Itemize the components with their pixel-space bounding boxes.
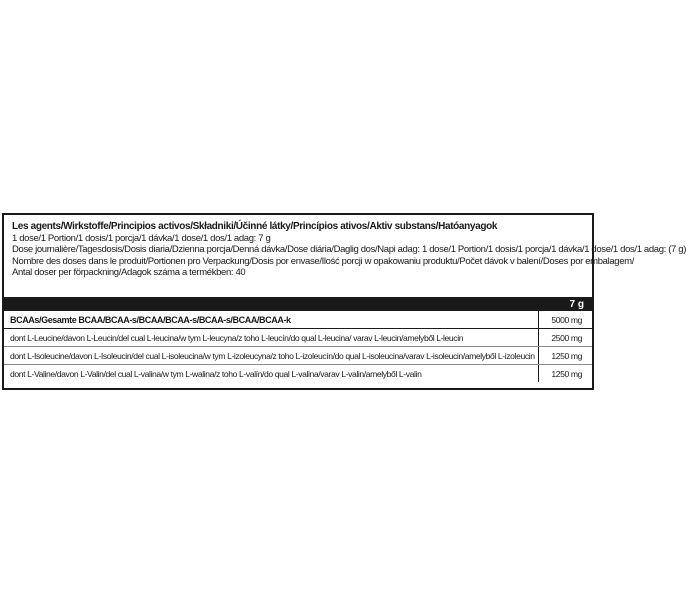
supplement-facts-label: [2, 213, 686, 390]
ingredient-amount: 1250 mg: [538, 365, 592, 383]
serving-size-line: 1 dose/1 Portion/1 dosis/1 porcja/1 dávka/1 dose/1 dos/1 adag: 7 g: [12, 232, 271, 244]
label-header: [12, 221, 686, 279]
table-row: [4, 365, 592, 383]
servings-per-container-line-2: Antal doser per förpackning/Adagok száma a termékben: 40: [12, 267, 246, 278]
column-header-bar: [4, 297, 592, 311]
ingredient-amount: 1250 mg: [538, 347, 592, 365]
daily-dose-line: Dose journalière/Tagesdosis/Dosis diaria/Dzienna porcja/Denná dávka/Dose diária/Daglig dos/Napi adag: 1 dose/1 Portion/1 dosis/1 porcja/1 dávka/1 dose/1 dos/1 adag: (7 g): [12, 244, 686, 255]
ingredient-name: BCAAs/Gesamte BCAA/BCAA-s/BCAA/BCAA-s/BCAA-s/BCAA/BCAA-k: [4, 311, 538, 329]
ingredients-table: [4, 311, 592, 382]
ingredient-amount: 5000 mg: [538, 311, 592, 329]
ingredient-name: dont L-Leucine/davon L-Leucin/del cual L-leucina/w tym L-leucyna/z toho L-leucín/do qual L-leucina/ varav L-leucin/amelyből L-leucin: [4, 329, 538, 347]
ingredient-name: dont L-Isoleucine/davon L-Isoleucin/del cual L-isoleucina/w tym L-izoleucyna/z toho L-izoleucín/do qual L-isoleucina/varav L-isoleucin/amelyből L-izoleucin: [4, 347, 538, 365]
column-header-spacer: [4, 297, 540, 311]
column-header-serving: 7 g: [569, 299, 584, 310]
ingredient-amount: 2500 mg: [538, 329, 592, 347]
table-row: [4, 311, 592, 329]
table-row: [4, 329, 592, 347]
servings-per-container-line: Nombre des doses dans le produit/Portionen pro Verpackung/Dosis por envase/Ilość porcji w opakowaniu produktu/Počet dávok v balení/Doses por embalagem/: [12, 255, 635, 267]
ingredient-name: dont L-Valine/davon L-Valin/del cual L-valina/w tym L-walina/z toho L-valín/do qual L-valina/varav L-valin/amelyből L-valin: [10, 368, 422, 379]
table-row: [4, 347, 592, 365]
active-ingredients-title: Les agents/Wirkstoffe/Principios activos/Składniki/Účinné látky/Princípios ativos/Aktiv substans/Hatóanyagok: [12, 221, 498, 232]
